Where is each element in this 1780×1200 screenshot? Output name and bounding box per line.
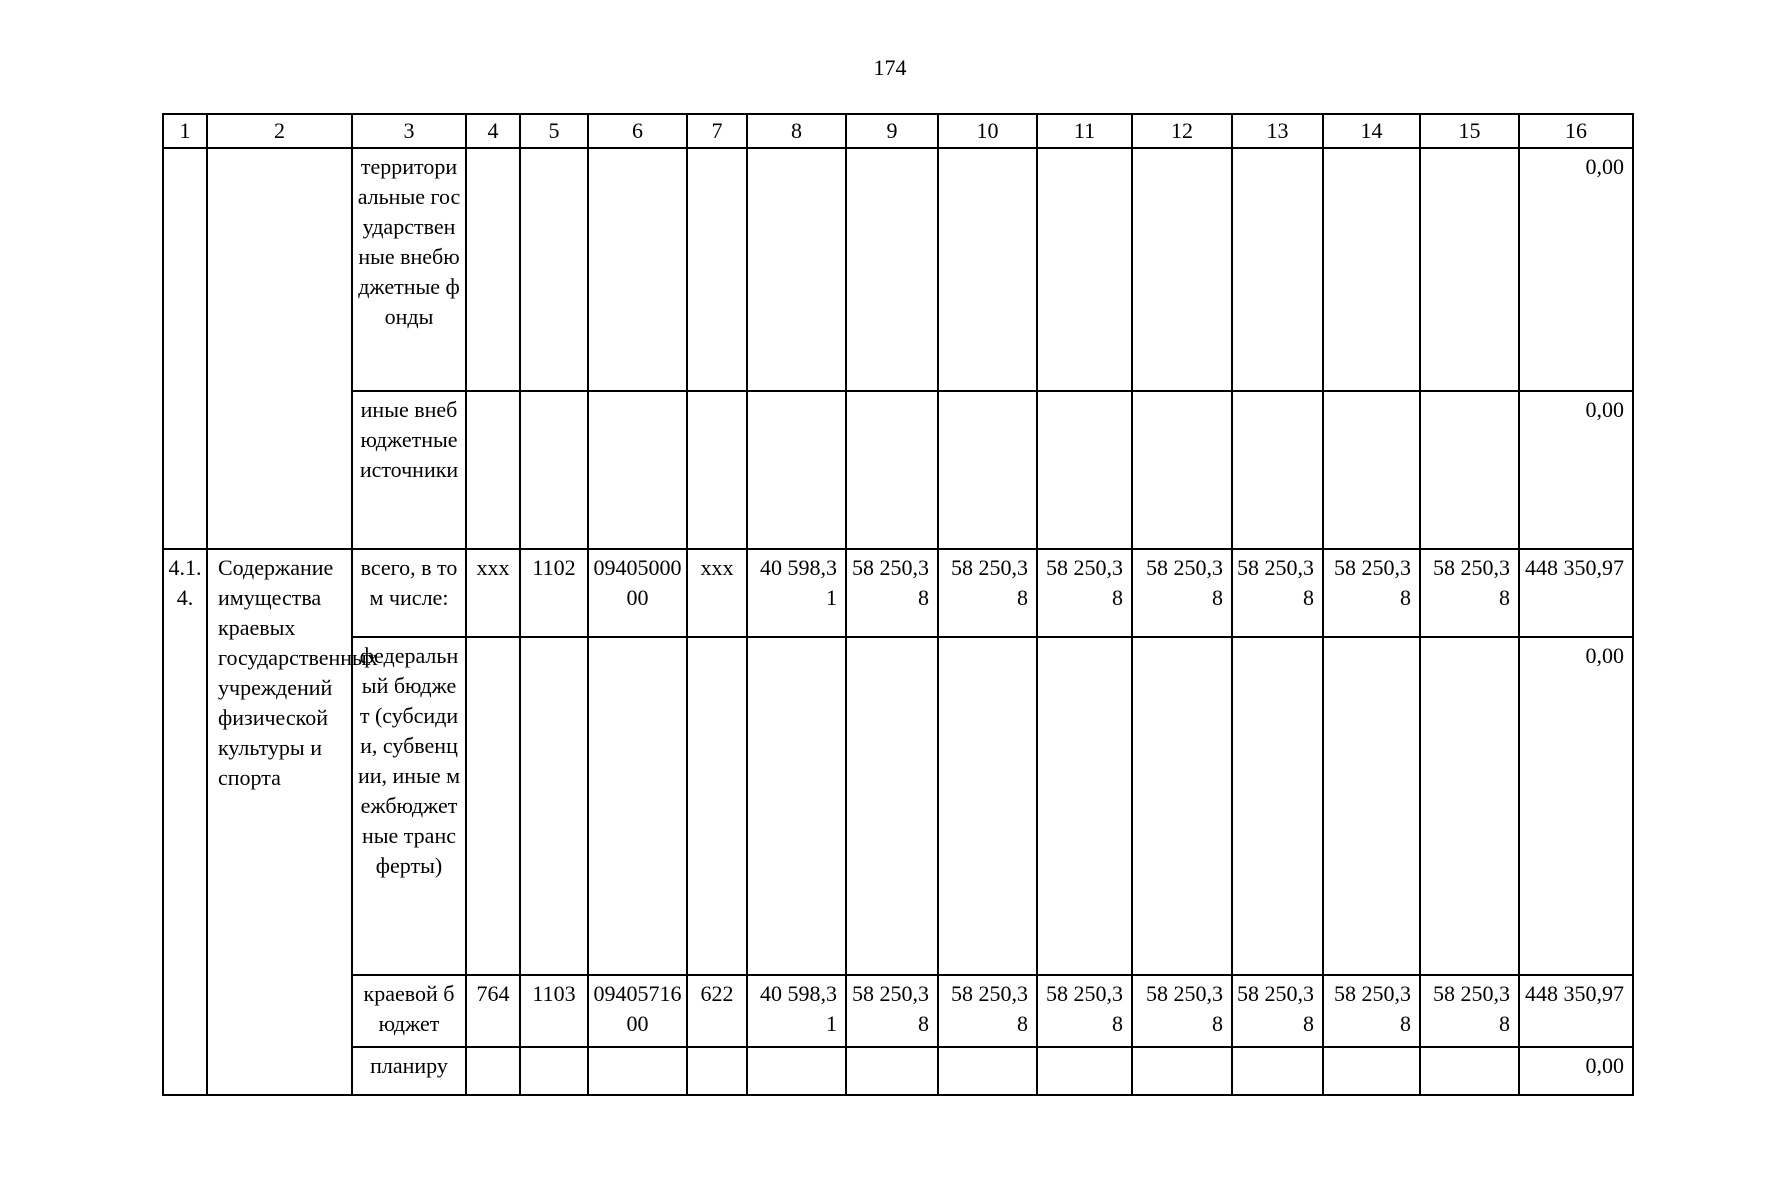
table-row <box>163 975 1633 1047</box>
header-cell: 5 <box>520 114 588 148</box>
header-cell: 1 <box>163 114 207 148</box>
value-cell: 58 250,38 <box>938 549 1037 637</box>
total-cell: 448 350,97 <box>1519 549 1633 637</box>
header-cell: 10 <box>938 114 1037 148</box>
source-cell: всего, в том числе: <box>352 549 466 637</box>
page-number: 174 <box>873 55 907 80</box>
value-cell: 58 250,38 <box>938 975 1037 1047</box>
value-cell: ххх <box>466 549 520 637</box>
value-cell: 58 250,38 <box>1323 975 1420 1047</box>
header-cell: 13 <box>1232 114 1323 148</box>
value-cell: 58 250,38 <box>1037 975 1132 1047</box>
value-cell: 58 250,38 <box>1323 549 1420 637</box>
value-cell: 622 <box>687 975 747 1047</box>
total-cell: 0,00 <box>1519 637 1633 975</box>
table-row <box>163 1047 1633 1095</box>
total-cell: 0,00 <box>1519 1047 1633 1095</box>
value-cell: 58 250,38 <box>1132 549 1232 637</box>
value-cell: 1103 <box>520 975 588 1047</box>
header-cell: 11 <box>1037 114 1132 148</box>
source-cell: иные внебюджетные источники <box>352 391 466 549</box>
value-cell: 1102 <box>520 549 588 637</box>
table-row <box>163 637 1633 975</box>
budget-table <box>162 113 1634 1096</box>
value-cell: ххх <box>687 549 747 637</box>
source-cell: краевой бюджет <box>352 975 466 1047</box>
value-cell: 58 250,38 <box>1132 975 1232 1047</box>
source-cell: федеральный бюджет (субсидии, субвенции, иные межбюджетные трансферты) <box>352 637 466 975</box>
header-cell: 4 <box>466 114 520 148</box>
header-cell: 6 <box>588 114 687 148</box>
value-cell: 58 250,38 <box>1420 975 1519 1047</box>
value-cell: 0940500000 <box>588 549 687 637</box>
value-cell: 58 250,38 <box>1232 549 1323 637</box>
value-cell: 764 <box>466 975 520 1047</box>
table-row <box>163 549 1633 637</box>
value-cell: 58 250,38 <box>846 975 938 1047</box>
header-cell: 2 <box>207 114 352 148</box>
empty-cell <box>163 148 207 549</box>
header-cell: 14 <box>1323 114 1420 148</box>
value-cell: 0940571600 <box>588 975 687 1047</box>
source-cell: территориальные государственные внебюджетные фонды <box>352 148 466 391</box>
value-cell: 40 598,31 <box>747 975 846 1047</box>
header-cell: 7 <box>687 114 747 148</box>
header-cell: 9 <box>846 114 938 148</box>
empty-cell <box>207 148 352 549</box>
header-cell: 12 <box>1132 114 1232 148</box>
header-cell: 15 <box>1420 114 1519 148</box>
value-cell: 58 250,38 <box>846 549 938 637</box>
header-cell: 16 <box>1519 114 1633 148</box>
value-cell: 58 250,38 <box>1420 549 1519 637</box>
total-cell: 0,00 <box>1519 148 1633 391</box>
item-name-cell: Содержание имущества краевых государственных учреждений физической культуры и спорта <box>207 549 352 1095</box>
header-row <box>163 114 1633 148</box>
value-cell: 58 250,38 <box>1232 975 1323 1047</box>
total-cell: 448 350,97 <box>1519 975 1633 1047</box>
source-cell: планиру <box>352 1047 466 1095</box>
item-number-cell: 4.1.4. <box>163 549 207 1095</box>
header-cell: 8 <box>747 114 846 148</box>
value-cell: 40 598,31 <box>747 549 846 637</box>
header-cell: 3 <box>352 114 466 148</box>
total-cell: 0,00 <box>1519 391 1633 549</box>
value-cell: 58 250,38 <box>1037 549 1132 637</box>
table-row <box>163 391 1633 549</box>
table-row <box>163 148 1633 391</box>
